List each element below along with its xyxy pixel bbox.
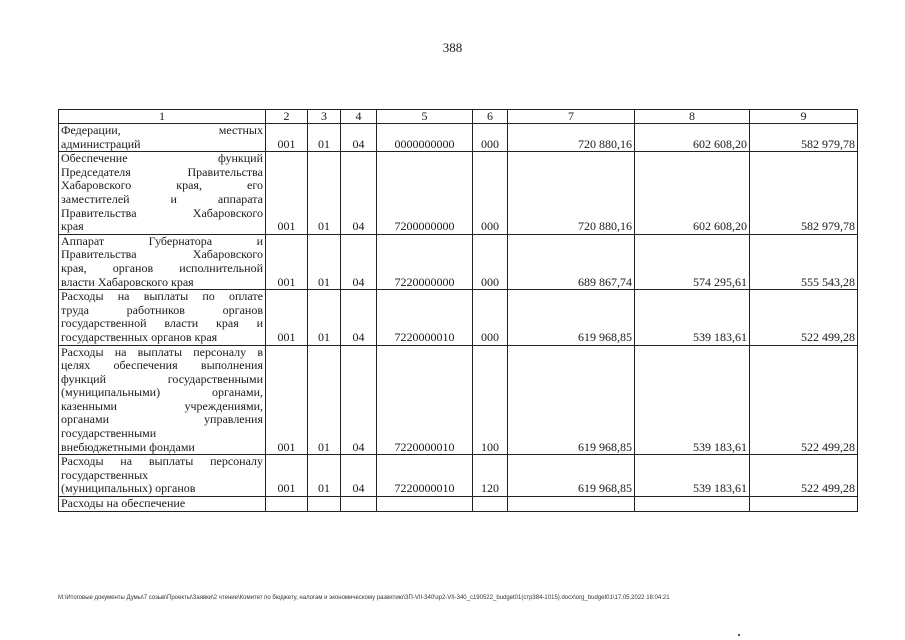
table-row xyxy=(59,497,858,512)
table-row xyxy=(59,345,858,455)
cell-expense-type: 000 xyxy=(473,124,508,152)
header-cell: 9 xyxy=(750,110,858,124)
expense-name-line: Расходы на обеспечение xyxy=(61,496,186,511)
cell-amount-col9: 522 499,28 xyxy=(750,345,858,455)
header-cell: 5 xyxy=(377,110,473,124)
table-row xyxy=(59,455,858,497)
header-cell: 2 xyxy=(266,110,308,124)
expense-name-line: (муниципальными) органами, xyxy=(61,385,263,400)
cell-section: 01 xyxy=(308,345,341,455)
table-row xyxy=(59,152,858,235)
table-row xyxy=(59,290,858,345)
cell-grbs xyxy=(266,497,308,512)
table-row xyxy=(59,124,858,152)
cell-expense-name xyxy=(59,345,266,455)
cell-target-article: 7220000010 xyxy=(377,455,473,497)
expense-name-line: края, органов исполнительной xyxy=(61,260,263,275)
cell-expense-type xyxy=(473,497,508,512)
scan-dot xyxy=(738,634,740,636)
header-cell: 7 xyxy=(508,110,635,124)
cell-grbs: 001 xyxy=(266,234,308,289)
header-cell: 1 xyxy=(59,110,266,124)
cell-expense-name xyxy=(59,455,266,497)
cell-amount-col7: 720 880,16 xyxy=(508,124,635,152)
cell-target-article: 7220000000 xyxy=(377,234,473,289)
cell-expense-type: 000 xyxy=(473,290,508,345)
cell-amount-col9: 555 543,28 xyxy=(750,234,858,289)
cell-section: 01 xyxy=(308,152,341,235)
expense-name-line: государственными xyxy=(61,426,157,441)
cell-section xyxy=(308,497,341,512)
cell-amount-col8 xyxy=(635,497,750,512)
cell-amount-col9: 582 979,78 xyxy=(750,152,858,235)
cell-grbs: 001 xyxy=(266,124,308,152)
expense-name-line: целях обеспечения выполнения xyxy=(61,358,263,373)
expense-name-line: Аппарат Губернатора и xyxy=(61,234,263,248)
cell-subsection: 04 xyxy=(341,152,377,235)
expense-name-line: края xyxy=(61,219,84,234)
cell-grbs: 001 xyxy=(266,290,308,345)
expense-name-line: внебюджетными фондами xyxy=(61,439,195,454)
expense-name-line: Расходы на выплаты по оплате xyxy=(61,289,263,304)
cell-section: 01 xyxy=(308,234,341,289)
cell-section: 01 xyxy=(308,455,341,497)
cell-amount-col7: 689 867,74 xyxy=(508,234,635,289)
cell-amount-col7: 619 968,85 xyxy=(508,290,635,345)
expense-name-line: Федерации, местных xyxy=(61,123,263,137)
header-cell: 8 xyxy=(635,110,750,124)
page-number: 388 xyxy=(442,40,463,55)
cell-amount-col8: 539 183,61 xyxy=(635,455,750,497)
cell-grbs: 001 xyxy=(266,152,308,235)
cell-amount-col9: 582 979,78 xyxy=(750,124,858,152)
table-row xyxy=(59,234,858,289)
cell-subsection: 04 xyxy=(341,234,377,289)
cell-subsection: 04 xyxy=(341,455,377,497)
expense-name-line: органами управления xyxy=(61,412,263,427)
cell-amount-col9: 522 499,28 xyxy=(750,290,858,345)
cell-amount-col8: 574 295,61 xyxy=(635,234,750,289)
cell-amount-col9 xyxy=(750,497,858,512)
cell-expense-name xyxy=(59,497,266,512)
table-header-row xyxy=(59,110,858,124)
expense-name-line: (муниципальных) органов xyxy=(61,481,196,496)
expense-name-line: Расходы на выплаты персоналу в xyxy=(61,345,263,359)
cell-subsection: 04 xyxy=(341,345,377,455)
expense-name-line: Председателя Правительства xyxy=(61,164,263,179)
cell-target-article xyxy=(377,497,473,512)
cell-target-article: 7220000010 xyxy=(377,345,473,455)
cell-section: 01 xyxy=(308,290,341,345)
expense-name-line: власти Хабаровского края xyxy=(61,274,194,289)
cell-expense-type: 120 xyxy=(473,455,508,497)
document-path-footer: М:\Итоговые документы Думы\7 созыв\Проекты\Заявки\2 чтение\Комитет по бюджету, налогам и экономическому развитию\ЗП-VII-340\зр2-VII-340_с190522_budget01(стр384-1015).docx\org_budget01\17.05.2022 18:04:21 xyxy=(58,595,670,601)
cell-section: 01 xyxy=(308,124,341,152)
budget-table xyxy=(58,109,858,512)
cell-expense-name xyxy=(59,152,266,235)
expense-name-line: труда работников органов xyxy=(61,302,263,317)
cell-expense-name xyxy=(59,124,266,152)
expense-name-line: казенными учреждениями, xyxy=(61,398,263,413)
cell-amount-col9: 522 499,28 xyxy=(750,455,858,497)
cell-grbs: 001 xyxy=(266,345,308,455)
expense-name-line: Расходы на выплаты персоналу xyxy=(61,454,263,469)
cell-expense-type: 000 xyxy=(473,152,508,235)
cell-expense-type: 100 xyxy=(473,345,508,455)
cell-grbs: 001 xyxy=(266,455,308,497)
expense-name-line: функций государственными xyxy=(61,371,263,386)
expense-name-line: государственной власти края и xyxy=(61,316,263,331)
expense-name-line: Хабаровского края, его xyxy=(61,178,263,193)
cell-expense-name xyxy=(59,234,266,289)
cell-expense-type: 000 xyxy=(473,234,508,289)
cell-target-article: 7200000000 xyxy=(377,152,473,235)
header-cell: 6 xyxy=(473,110,508,124)
cell-subsection: 04 xyxy=(341,124,377,152)
cell-amount-col7: 720 880,16 xyxy=(508,152,635,235)
cell-amount-col8: 602 608,20 xyxy=(635,152,750,235)
cell-amount-col8: 602 608,20 xyxy=(635,124,750,152)
expense-name-line: администраций xyxy=(61,136,141,151)
expense-name-line: Правительства Хабаровского xyxy=(61,247,263,262)
expense-name-line: государственных xyxy=(61,467,149,482)
cell-amount-col8: 539 183,61 xyxy=(635,290,750,345)
expense-name-line: заместителей и аппарата xyxy=(61,191,263,206)
cell-amount-col7: 619 968,85 xyxy=(508,345,635,455)
cell-subsection: 04 xyxy=(341,290,377,345)
cell-amount-col7: 619 968,85 xyxy=(508,455,635,497)
expense-name-line: государственных органов края xyxy=(61,329,218,344)
cell-expense-name xyxy=(59,290,266,345)
cell-amount-col7 xyxy=(508,497,635,512)
expense-name-line: Обеспечение функций xyxy=(61,151,263,166)
cell-amount-col8: 539 183,61 xyxy=(635,345,750,455)
header-cell: 3 xyxy=(308,110,341,124)
cell-subsection xyxy=(341,497,377,512)
cell-target-article: 7220000010 xyxy=(377,290,473,345)
cell-target-article: 0000000000 xyxy=(377,124,473,152)
header-cell: 4 xyxy=(341,110,377,124)
expense-name-line: Правительства Хабаровского xyxy=(61,205,263,220)
